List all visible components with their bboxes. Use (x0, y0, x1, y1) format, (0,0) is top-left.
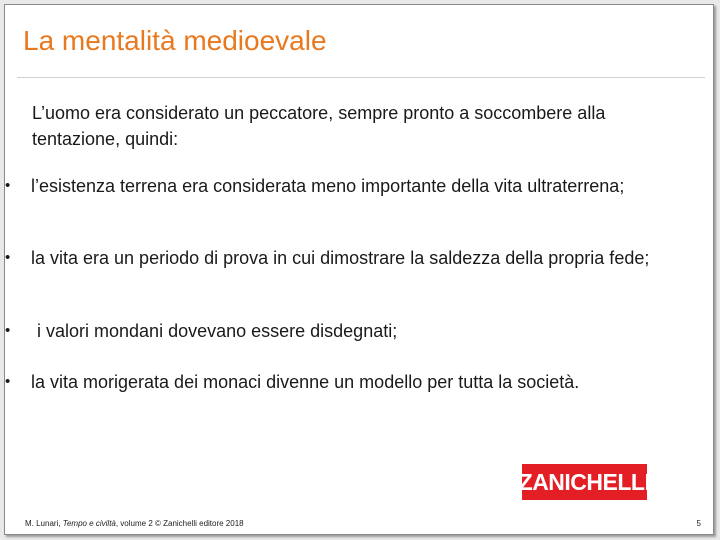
bullet-text: la vita morigerata dei monaci divenne un modello per tutta la società. (31, 372, 580, 392)
intro-text: L’uomo era considerato un peccatore, sempre pronto a soccombere alla tentazione, quindi: (32, 103, 606, 149)
bullet-dot: • (5, 249, 11, 266)
page-number: 5 (696, 519, 701, 528)
bullet-dot: • (5, 322, 11, 339)
bullet-dot: • (5, 373, 11, 390)
bullet-dot: • (5, 177, 11, 194)
footer-book-title: Tempo e civiltà (62, 519, 116, 528)
bullet-text: la vita era un periodo di prova in cui dimostrare la saldezza della propria fede; (31, 248, 650, 268)
slide (4, 4, 714, 535)
title-divider (17, 77, 705, 78)
bullet-text: i valori mondani dovevano essere disdegnati; (37, 321, 398, 341)
zanichelli-logo: ZANICHELLI (522, 464, 647, 500)
slide-title: La mentalità medioevale (23, 25, 327, 56)
bullet-text: l’esistenza terrena era considerata meno importante della vita ultraterrena; (31, 176, 625, 196)
footer-credit (25, 519, 244, 528)
footer-author: M. Lunari, (25, 519, 63, 528)
footer-copyright: , volume 2 © Zanichelli editore 2018 (115, 519, 244, 528)
